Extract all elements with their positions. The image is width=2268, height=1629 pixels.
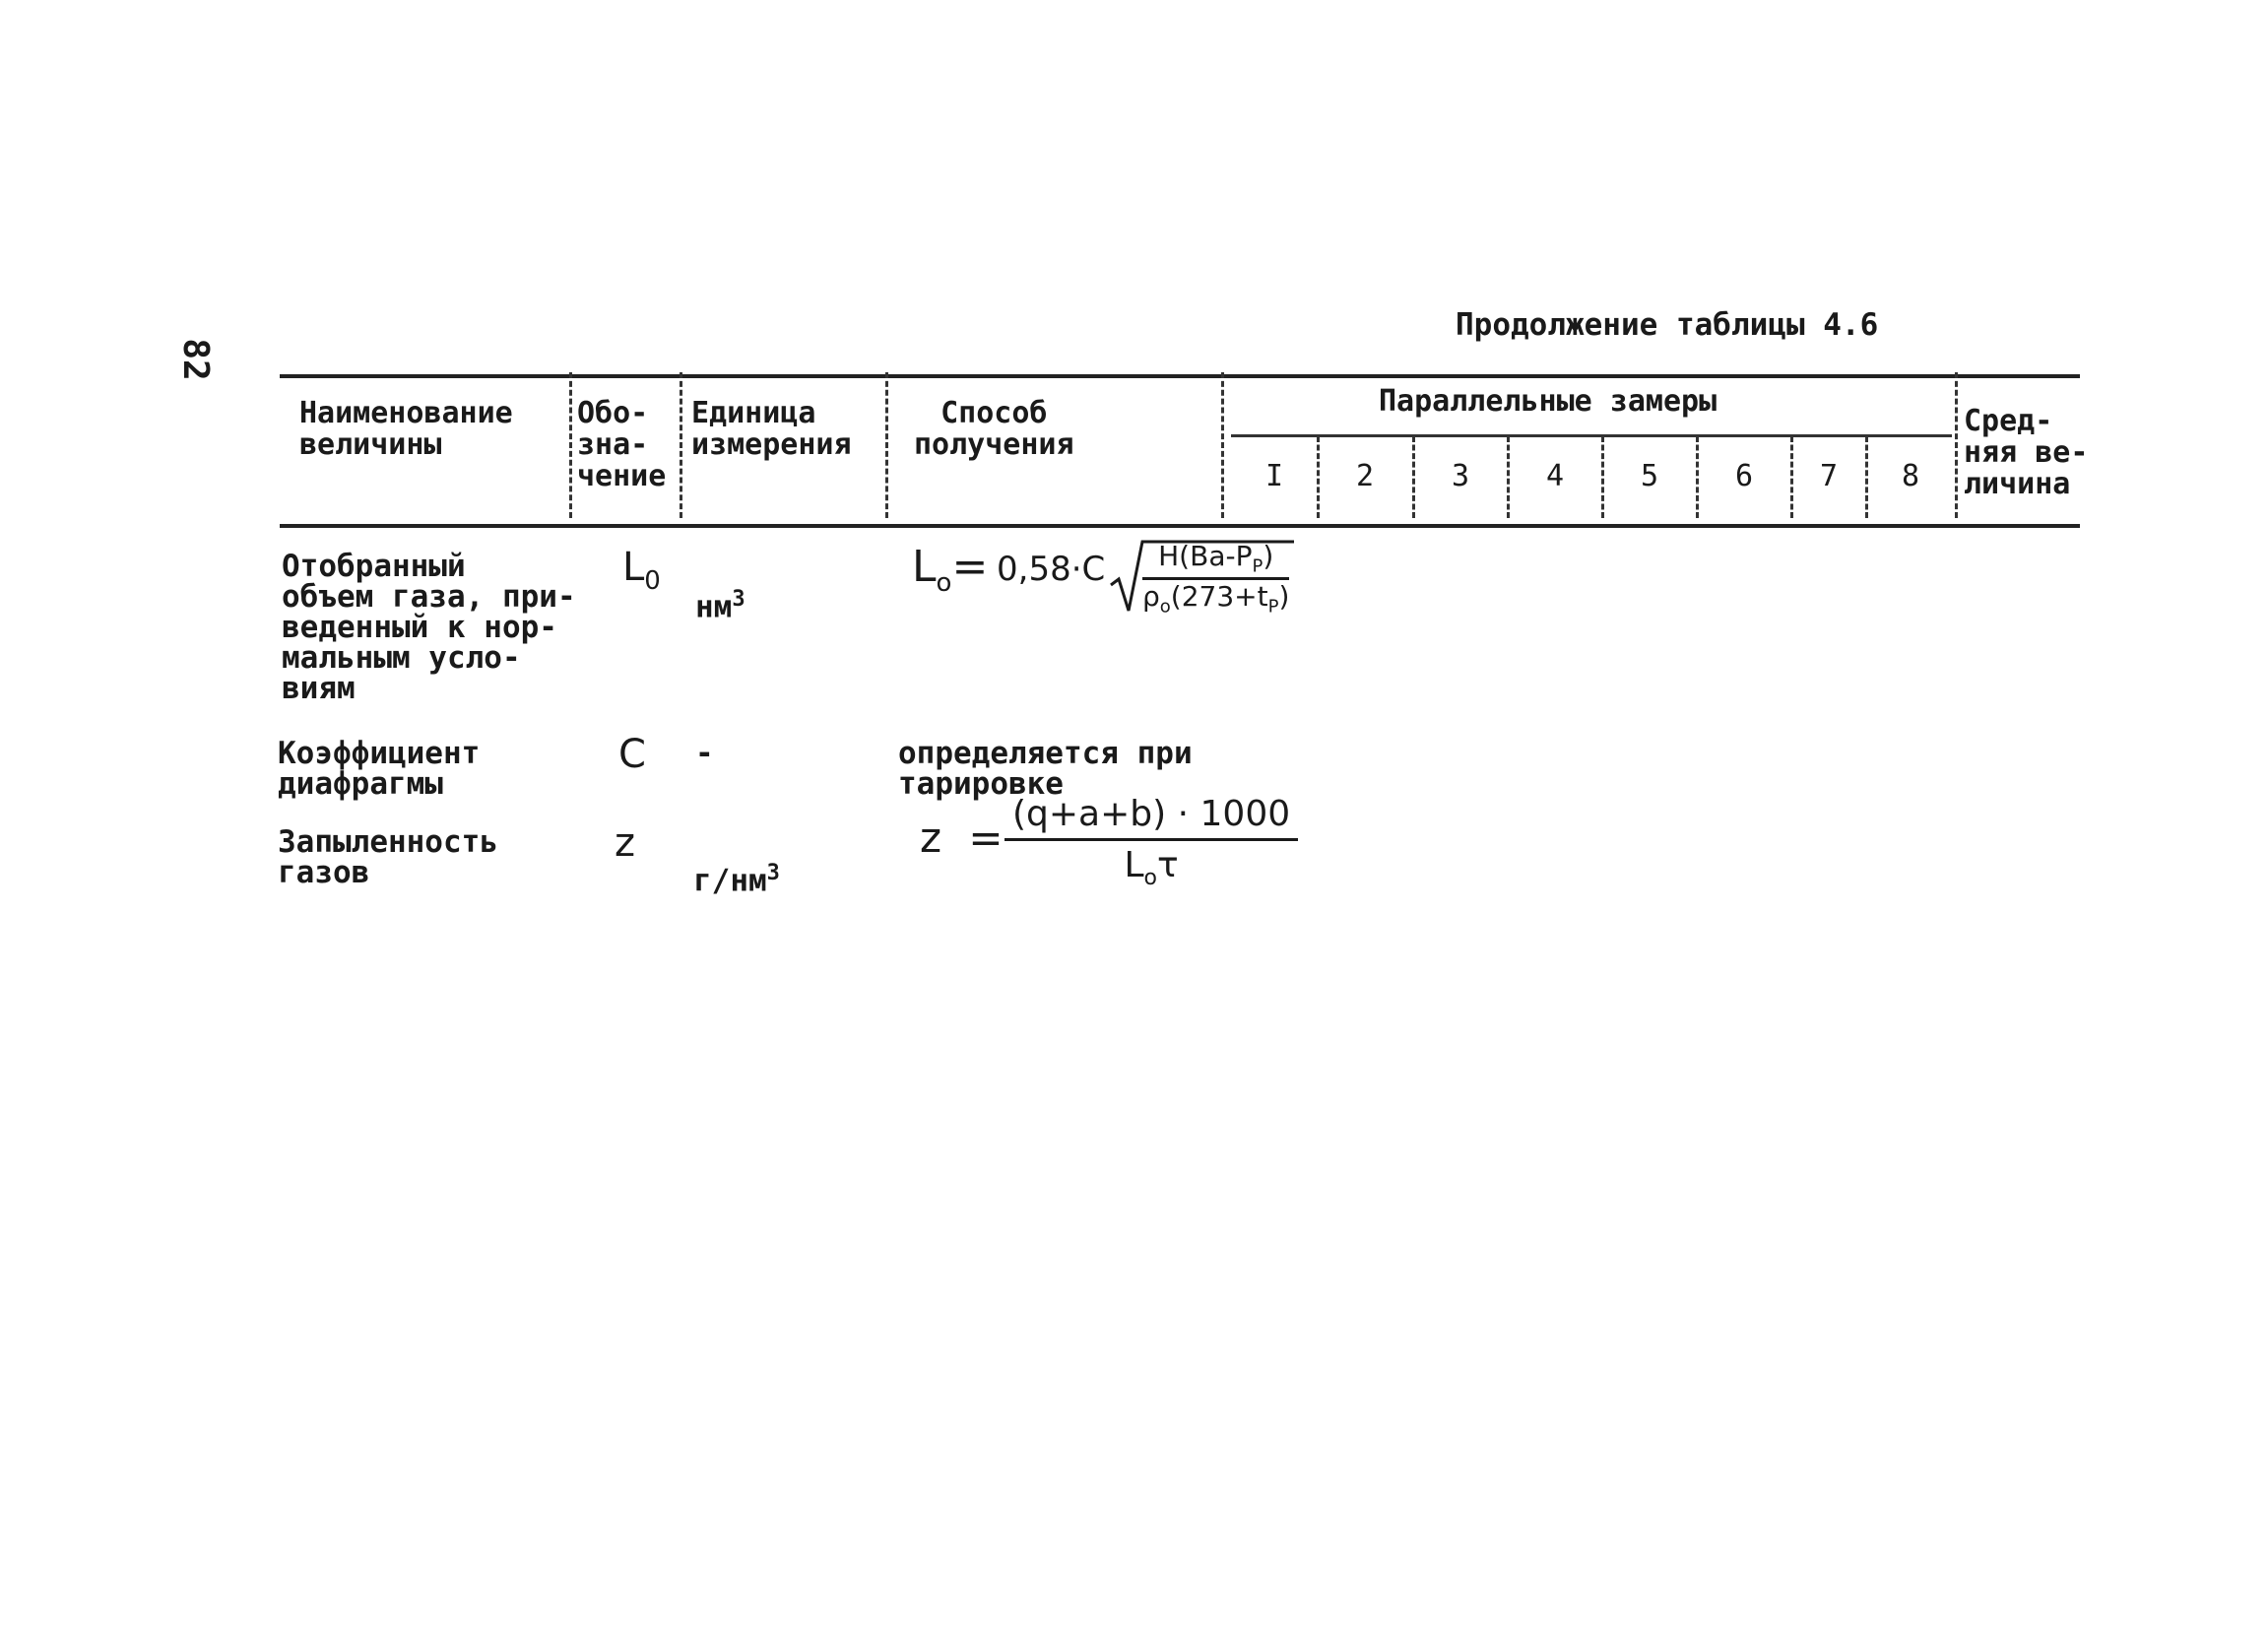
measurement-number: I bbox=[1264, 459, 1284, 493]
column-separator bbox=[1790, 436, 1793, 518]
column-separator bbox=[1412, 436, 1415, 518]
parallel-subheader-rule bbox=[1231, 434, 1952, 437]
column-separator bbox=[1865, 436, 1868, 518]
column-separator bbox=[1507, 436, 1510, 518]
column-separator bbox=[885, 372, 888, 518]
header-parallel: Параллельные замеры bbox=[1379, 384, 1717, 419]
measurement-number: 7 bbox=[1819, 459, 1839, 493]
page-number: 82 bbox=[175, 338, 216, 381]
measurement-number: 5 bbox=[1640, 459, 1659, 493]
row-symbol: C bbox=[618, 732, 646, 777]
header-unit: Единица измерения bbox=[691, 396, 852, 462]
measurement-number: 4 bbox=[1545, 459, 1565, 493]
column-separator bbox=[569, 372, 572, 518]
row-name: Запыленность газов bbox=[278, 824, 498, 890]
column-separator bbox=[680, 372, 682, 518]
header-method: Способ получения bbox=[914, 396, 1074, 462]
table-top-rule bbox=[280, 374, 2080, 378]
header-name: Наименование величины bbox=[299, 396, 513, 462]
column-separator bbox=[1221, 372, 1224, 518]
row-symbol: $L_0$ bbox=[622, 545, 661, 596]
header-symbol: Обо- зна- чение bbox=[577, 396, 667, 493]
column-separator bbox=[1696, 436, 1699, 518]
table-caption: Продолжение таблицы 4.6 bbox=[1456, 307, 1879, 343]
header-average: Сред- няя ве- личина bbox=[1964, 404, 2089, 501]
row-name: Коэффициент диафрагмы bbox=[278, 736, 481, 802]
measurement-number: 6 bbox=[1734, 459, 1754, 493]
table-header-bottom-rule bbox=[280, 524, 2080, 528]
row-symbol: z bbox=[615, 820, 635, 866]
measurement-number: 8 bbox=[1901, 459, 1920, 493]
row-unit: $г/нм^3$ bbox=[693, 861, 780, 899]
column-separator bbox=[1955, 372, 1958, 518]
measurement-number: 3 bbox=[1451, 459, 1470, 493]
column-separator bbox=[1601, 436, 1604, 518]
column-separator bbox=[1317, 436, 1320, 518]
row-name: Отобранный объем газа, при- веденный к нор- мальным усло- виям bbox=[282, 549, 576, 706]
row-method: определяется при тарировке bbox=[898, 736, 1193, 802]
row-unit: $нм^3$ bbox=[695, 587, 745, 625]
measurement-number: 2 bbox=[1355, 459, 1375, 493]
row-unit: - bbox=[695, 736, 714, 771]
